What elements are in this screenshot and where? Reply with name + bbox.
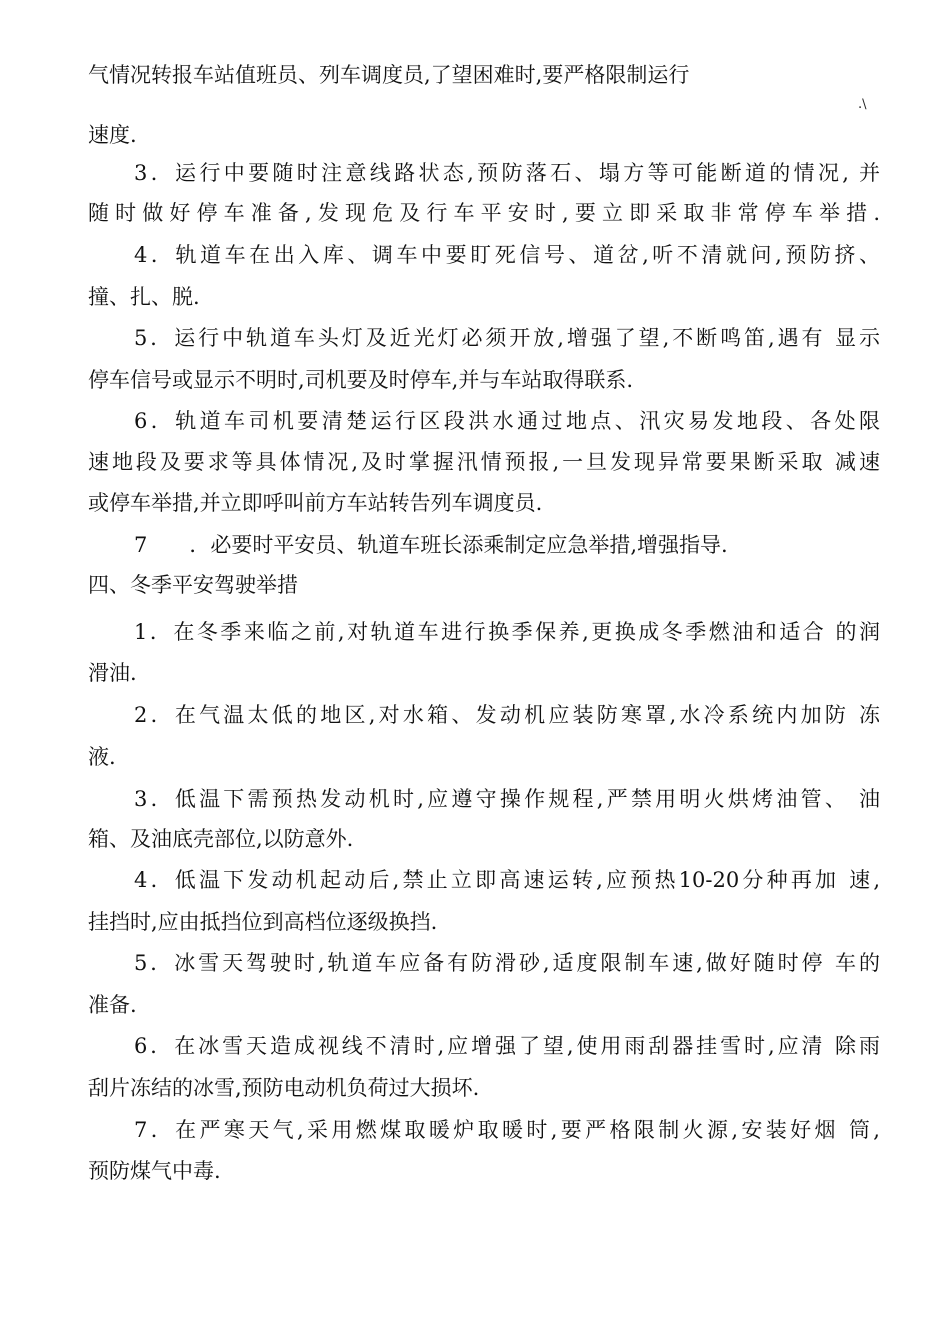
corner-mark: .\: [858, 97, 867, 112]
text-line: 4．低温下发动机起动后,禁止立即高速运转,应预热10-20分种再加 速,: [134, 868, 880, 892]
text-line: 7 ．必要时平安员、轨道车班长添乘制定应急举措,增强指导.: [134, 533, 728, 557]
text-line: 3．低温下需预热发动机时,应遵守操作规程,严禁用明火烘烤油管、 油: [134, 787, 880, 811]
text-line: 滑油.: [88, 661, 137, 685]
text-line: 1．在冬季来临之前,对轨道车进行换季保养,更换成冬季燃油和适合 的润: [134, 620, 880, 644]
text-line: 撞、扎、脱.: [88, 285, 200, 309]
text-line: 液.: [88, 745, 116, 769]
text-line: 6．轨道车司机要清楚运行区段洪水通过地点、汛灾易发地段、各处限: [134, 409, 880, 433]
text-line: 5．运行中轨道车头灯及近光灯必须开放,增强了望,不断鸣笛,遇有 显示: [134, 326, 880, 350]
section-heading: 四、冬季平安驾驶举措: [88, 573, 298, 597]
text-line: 准备.: [88, 993, 137, 1017]
text-line: 3．运行中要随时注意线路状态,预防落石、塌方等可能断道的情况, 并: [134, 161, 880, 185]
text-line: 7．在严寒天气,采用燃煤取暖炉取暖时,要严格限制火源,安装好烟 筒,: [134, 1118, 880, 1142]
text-line: 6．在冰雪天造成视线不清时,应增强了望,使用雨刮器挂雪时,应清 除雨: [134, 1034, 880, 1058]
text-line: 随时做好停车准备,发现危及行车平安时,要立即采取非常停车举措.: [88, 201, 880, 225]
text-line: 停车信号或显示不明时,司机要及时停车,并与车站取得联系.: [88, 368, 634, 392]
text-line: 预防煤气中毒.: [88, 1159, 221, 1183]
text-line: 或停车举措,并立即呼叫前方车站转告列车调度员.: [88, 491, 543, 515]
text-line: 气情况转报车站值班员、列车调度员,了望困难时,要严格限制运行: [88, 63, 690, 87]
text-line: 速度.: [88, 123, 137, 147]
text-line: 5．冰雪天驾驶时,轨道车应备有防滑砂,适度限制车速,做好随时停 车的: [134, 951, 880, 975]
text-line: 箱、及油底壳部位,以防意外.: [88, 827, 354, 851]
text-line: 刮片冻结的冰雪,预防电动机负荷过大损坏.: [88, 1076, 480, 1100]
text-line: 2．在气温太低的地区,对水箱、发动机应装防寒罩,水冷系统内加防 冻: [134, 703, 880, 727]
text-line: 挂挡时,应由抵挡位到高档位逐级换挡.: [88, 910, 438, 934]
text-line: 速地段及要求等具体情况,及时掌握汛情预报,一旦发现异常要果断采取 减速: [88, 450, 880, 474]
text-line: 4．轨道车在出入库、调车中要盯死信号、道岔,听不清就问,预防挤、: [134, 243, 880, 267]
